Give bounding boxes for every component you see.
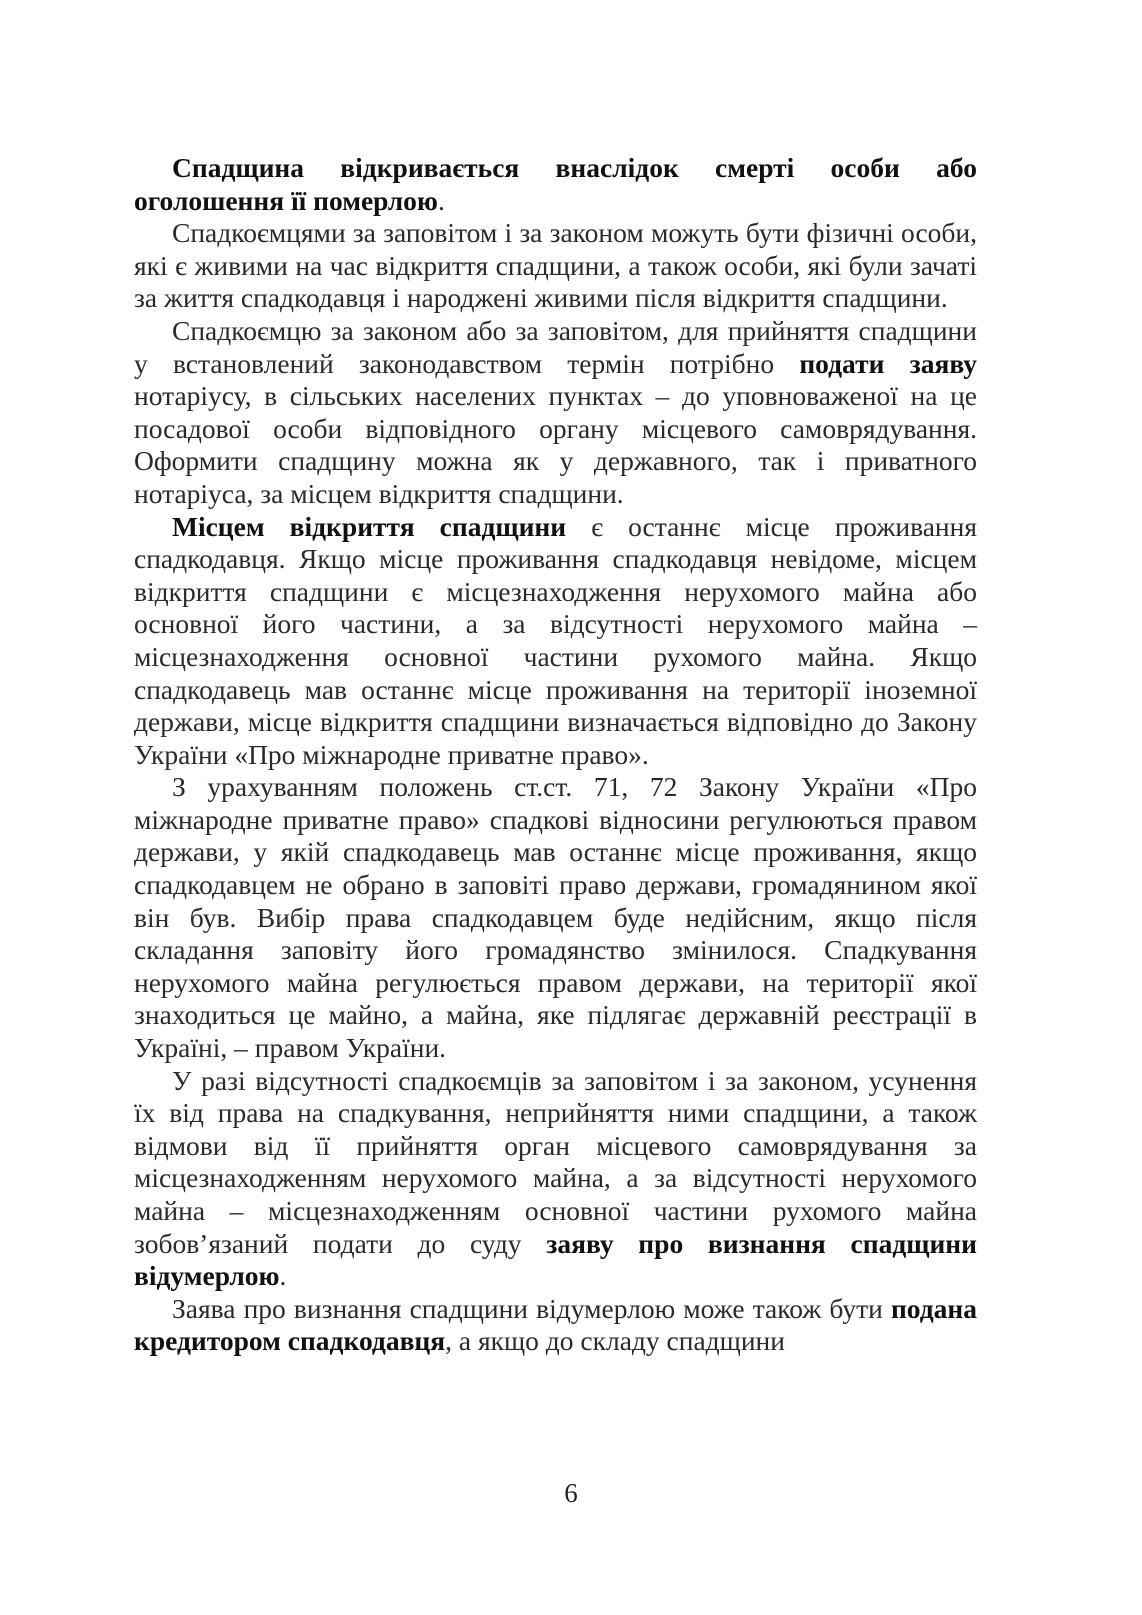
paragraph-escheat-application xyxy=(134,1065,977,1293)
paragraph-place-of-opening xyxy=(134,511,977,772)
document-body xyxy=(134,152,977,1358)
paragraph-international-law xyxy=(134,771,977,1064)
page-number: 6 xyxy=(564,1478,578,1508)
text-run: . xyxy=(279,1260,287,1292)
text-run: . xyxy=(437,184,445,216)
paragraph-heirs xyxy=(134,217,977,315)
paragraph-application xyxy=(134,315,977,511)
text-run: нотаріусу, в сільських населених пунктах – до уповноваженої на це посадової особи відповідного органу місцевого самоврядування. Оформити спадщину можна як у державного, так і приватного нотаріуса, за місцем відкриття спадщини. xyxy=(134,380,977,509)
text-run: З урахуванням положень ст.ст. 71, 72 Закону України «Про міжнародне приватне право» спадкові відносини регулюються правом держави, у якій спадкодавець мав останнє місце проживання, якщо спадкодавцем не обрано в заповіті право держави, громадянином якої він був. Вибір права спадкодавцем буде недійсним, якщо після складання заповіту його громадянство змінилося. Спадкування нерухомого майна регулюється правом держави, на території якої знаходиться це майно, а майна, яке підлягає державній реєстрації в Україні, – правом України. xyxy=(134,771,977,1064)
bold-phrase: подати заяву xyxy=(799,347,977,379)
bold-phrase: Місцем відкриття спадщини xyxy=(172,510,567,542)
bold-phrase: подана кредитором спадкодавця xyxy=(134,1292,977,1357)
text-run: Спадкоємцю за законом або за заповітом, для прийняття спадщини у встановлений законодавством термін потрібно xyxy=(134,314,977,379)
bold-phrase: заяву про визнання спадщини відумерлою xyxy=(134,1227,977,1292)
text-run: Заява про визнання спадщини відумерлою може також бути xyxy=(172,1292,891,1324)
paragraph-creditor xyxy=(134,1293,977,1358)
text-run: У разі відсутності спадкоємців за заповітом і за законом, усунення їх від права на спадкування, неприйняття ними спадщини, а також відмови від її прийняття орган місцевого самоврядування за місцезнаходженням нерухомого майна, а за відсутності нерухомого майна – місцезнаходженням основної частини рухомого майна зобов’язаний подати до суду xyxy=(134,1064,977,1259)
text-run: , а якщо до складу спадщини xyxy=(445,1325,785,1357)
text-run: Спадкоємцями за заповітом і за законом можуть бути фізичні особи, які є живими на час відкриття спадщини, а також особи, які були зачаті за життя спадкодавця і народжені живими після відкриття спадщини. xyxy=(134,217,977,314)
paragraph-inheritance-opening xyxy=(134,152,977,217)
text-run: є останнє місце проживання спадкодавця. Якщо місце проживання спадкодавця невідоме, місцем відкриття спадщини є місцезнаходження нерухомого майна або основної його частини, а за відсутності нерухомого майна – місцезнаходження основної частини рухомого майна. Якщо спадкодавець мав останнє місце проживання на території іноземної держави, місце відкриття спадщини визначається відповідно до Закону України «Про міжнародне приватне право». xyxy=(134,510,977,770)
bold-phrase: Спадщина відкривається внаслідок смерті особи або оголошення її померлою xyxy=(134,152,977,216)
